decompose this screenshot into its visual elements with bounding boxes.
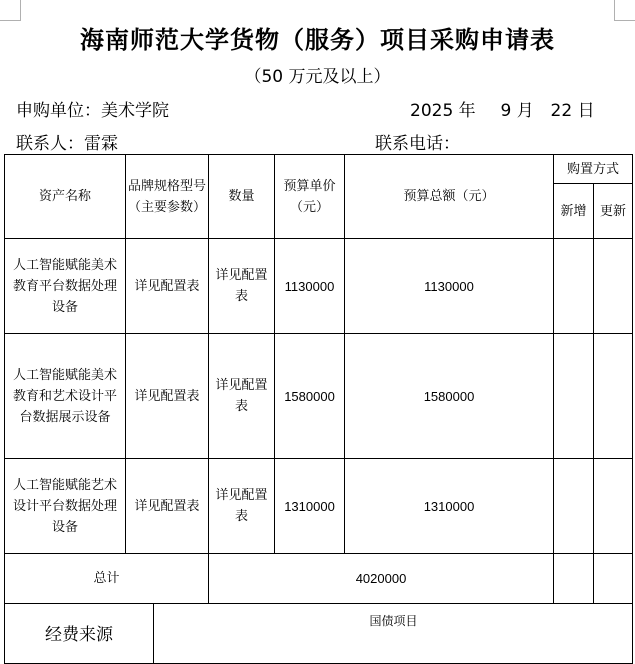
- funding-value: 国债项目: [369, 614, 418, 628]
- header-asset-name: 资产名称: [5, 155, 126, 239]
- document-subtitle: （50 万元及以上）: [244, 67, 391, 87]
- total-amount-cell: 1580000: [345, 334, 554, 459]
- brand-spec-cell: 详见配置表: [126, 334, 209, 459]
- applicant-line: [16, 96, 169, 121]
- total-amount-cell: 1310000: [345, 459, 554, 554]
- header-replace: 更新: [594, 184, 633, 239]
- date-day-unit: 日: [577, 101, 595, 121]
- phone-label: 联系电话：: [375, 134, 460, 154]
- date-year: 2025: [410, 101, 454, 121]
- header-brand-spec: 品牌规格型号（主要参数）: [126, 155, 209, 239]
- header-purchase-type: 购置方式: [554, 155, 633, 184]
- funding-row: [4, 603, 633, 664]
- total-label: 总计: [5, 554, 209, 604]
- date-day: 22: [550, 101, 573, 121]
- asset-name-cell: 人工智能赋能美术教育和艺术设计平台数据展示设备: [5, 334, 126, 459]
- unit-price-cell: 1310000: [275, 459, 345, 554]
- header-total-amount: 预算总额（元）: [345, 155, 554, 239]
- applicant-label: 申购单位：: [16, 101, 101, 121]
- unit-price-cell: 1130000: [275, 239, 345, 334]
- quantity-cell: 详见配置表: [209, 459, 275, 554]
- asset-name-cell: 人工智能赋能艺术设计平台数据处理设备: [5, 459, 126, 554]
- asset-name-cell: 人工智能赋能美术教育平台数据处理设备: [5, 239, 126, 334]
- date-year-unit: 年: [458, 101, 476, 121]
- procurement-table: [4, 154, 633, 604]
- total-value: 4020000: [209, 554, 554, 604]
- replace-cell[interactable]: [594, 334, 633, 459]
- replace-cell[interactable]: [594, 239, 633, 334]
- new-cell[interactable]: [554, 334, 594, 459]
- new-cell[interactable]: [554, 239, 594, 334]
- table-row: [5, 334, 633, 459]
- quantity-cell: 详见配置表: [209, 334, 275, 459]
- page-corner-mark: [614, 0, 635, 21]
- date-month-unit: 月: [516, 101, 534, 121]
- total-amount-cell: 1130000: [345, 239, 554, 334]
- unit-price-cell: 1580000: [275, 334, 345, 459]
- table-row: [5, 239, 633, 334]
- date-month: 9: [500, 101, 512, 121]
- funding-label: 经费来源: [45, 625, 113, 645]
- header-unit-price: 预算单价（元）: [275, 155, 345, 239]
- quantity-cell: 详见配置表: [209, 239, 275, 334]
- page-corner-mark: [0, 0, 21, 21]
- applicant-value: 美术学院: [101, 101, 169, 121]
- contact-label: 联系人：: [16, 134, 84, 154]
- phone-line: [375, 129, 460, 154]
- table-row: [5, 459, 633, 554]
- document-title: 海南师范大学货物（服务）项目采购申请表: [80, 26, 555, 54]
- contact-line: [16, 129, 118, 154]
- new-cell[interactable]: [554, 459, 594, 554]
- total-row: [5, 554, 633, 604]
- total-replace-cell: [594, 554, 633, 604]
- contact-value: 雷霖: [84, 134, 118, 154]
- date-line: [410, 96, 595, 121]
- total-new-cell: [554, 554, 594, 604]
- header-quantity: 数量: [209, 155, 275, 239]
- brand-spec-cell: 详见配置表: [126, 459, 209, 554]
- brand-spec-cell: 详见配置表: [126, 239, 209, 334]
- replace-cell[interactable]: [594, 459, 633, 554]
- header-new: 新增: [554, 184, 594, 239]
